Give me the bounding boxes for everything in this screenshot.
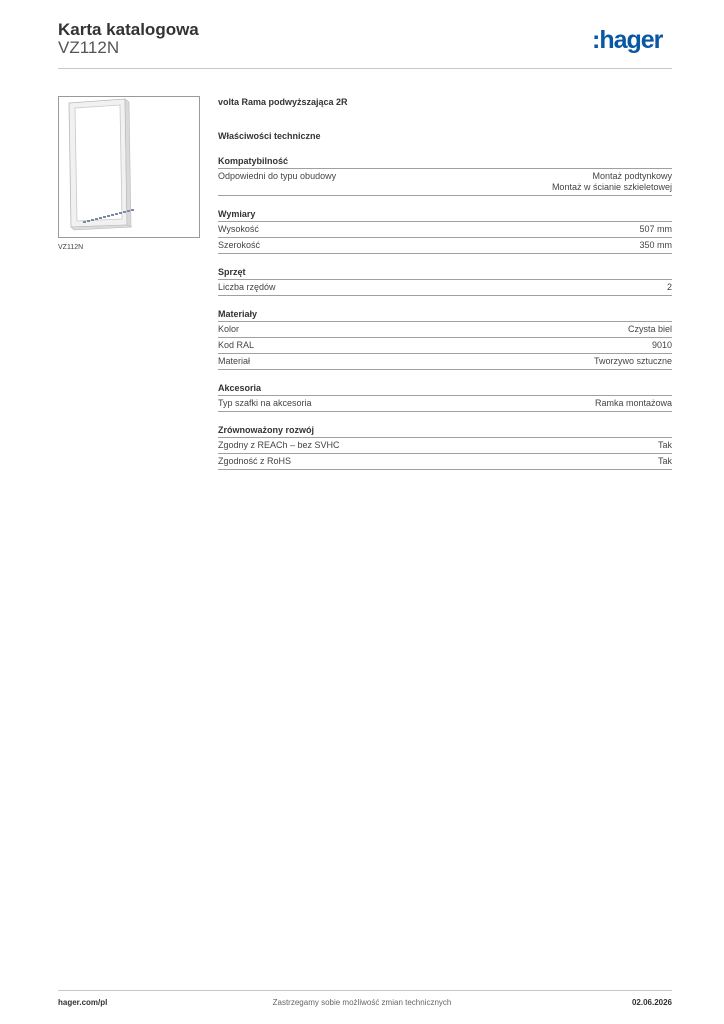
technical-properties-heading: Właściwości techniczne — [218, 131, 321, 141]
spec-row — [218, 454, 672, 470]
spec-row — [218, 438, 672, 454]
footer-divider — [58, 990, 672, 991]
spec-label: Typ szafki na akcesoria — [218, 398, 312, 408]
frame-illustration — [59, 97, 199, 237]
section-sustainability — [218, 425, 672, 470]
hager-logo: :hager — [592, 26, 663, 54]
spec-label: Zgodny z REACh – bez SVHC — [218, 440, 340, 450]
spec-value: 2 — [666, 282, 672, 292]
section-title: Sprzęt — [218, 267, 672, 280]
page-title: Karta katalogowa — [58, 20, 199, 39]
section-title: Zrównoważony rozwój — [218, 425, 672, 438]
footer-date: 02.06.2026 — [631, 998, 672, 1007]
section-accessories — [218, 383, 672, 412]
section-compatibility — [218, 156, 672, 196]
spec-row — [218, 396, 672, 412]
spec-value: Tworzywo sztuczne — [593, 356, 672, 366]
spec-value: Tak — [657, 440, 672, 450]
spec-value: Czysta biel — [627, 324, 672, 334]
spec-label: Szerokość — [218, 240, 261, 250]
section-equipment — [218, 267, 672, 296]
header-divider — [58, 68, 672, 69]
footer-website-link[interactable]: hager.com/pl — [58, 998, 108, 1007]
spec-label: Liczba rzędów — [218, 282, 276, 292]
spec-row — [218, 280, 672, 296]
section-title: Akcesoria — [218, 383, 672, 396]
spec-label: Materiał — [218, 356, 251, 366]
spec-row — [218, 354, 672, 370]
section-title: Materiały — [218, 309, 672, 322]
spec-label: Kolor — [218, 324, 240, 334]
spec-value — [552, 171, 672, 193]
spec-value: Ramka montażowa — [594, 398, 672, 408]
product-name: volta Rama podwyższająca 2R — [218, 97, 348, 107]
spec-value-line: Montaż podtynkowy — [592, 171, 672, 181]
product-code: VZ112N — [58, 38, 120, 57]
spec-row — [218, 169, 672, 196]
spec-row — [218, 338, 672, 354]
section-title: Wymiary — [218, 209, 672, 222]
footer-disclaimer: Zastrzegamy sobie możliwość zmian technicznych — [272, 998, 452, 1007]
section-materials — [218, 309, 672, 370]
spec-row — [218, 238, 672, 254]
spec-label: Odpowiedni do typu obudowy — [218, 171, 337, 181]
product-image — [58, 96, 200, 238]
spec-content — [218, 97, 672, 470]
spec-label: Zgodność z RoHS — [218, 456, 292, 466]
image-caption: VZ112N — [58, 244, 84, 251]
spec-value: 9010 — [651, 340, 672, 350]
spec-value: 507 mm — [639, 224, 672, 234]
spec-value-line: Montaż w ścianie szkieletowej — [551, 182, 672, 192]
spec-value: 350 mm — [639, 240, 672, 250]
spec-row — [218, 222, 672, 238]
section-title: Kompatybilność — [218, 156, 672, 169]
spec-label: Kod RAL — [218, 340, 255, 350]
spec-row — [218, 322, 672, 338]
spec-value: Tak — [657, 456, 672, 466]
spec-label: Wysokość — [218, 224, 259, 234]
section-dimensions — [218, 209, 672, 254]
